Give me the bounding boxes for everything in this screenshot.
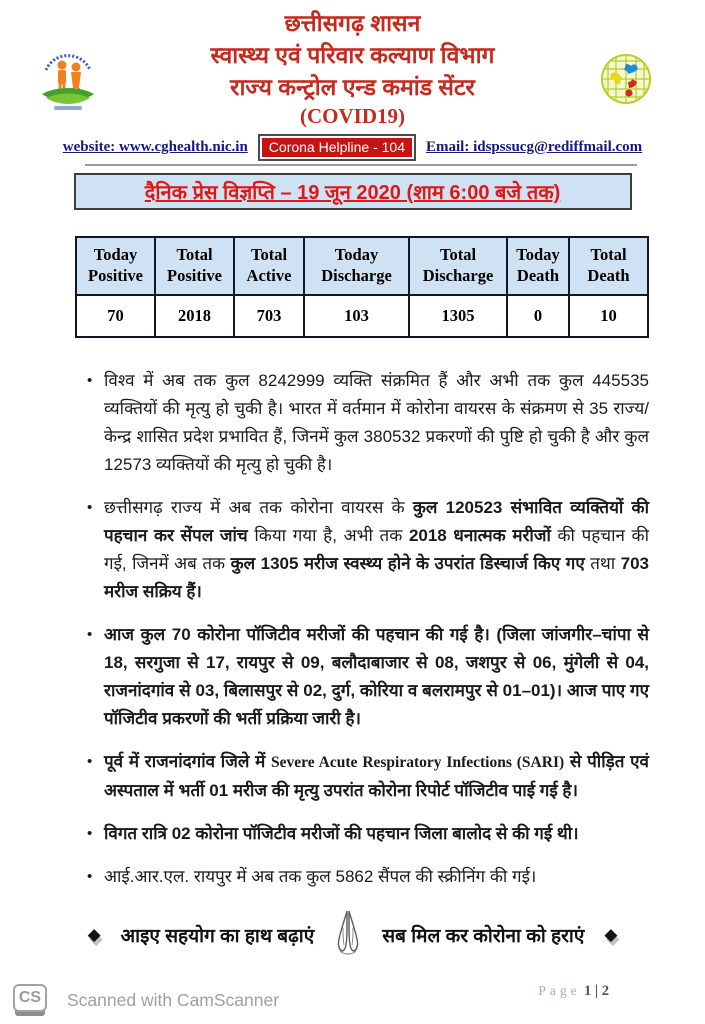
bullet-text-segment: आई.आर.एल. रायपुर में अब तक कुल 5862 सैंपल की स्क्रीनिंग की गई।	[104, 867, 537, 886]
idsp-globe-logo	[599, 52, 653, 111]
slogan-left-text: आइए सहयोग का हाथ बढ़ाएं	[120, 925, 315, 947]
summary-table-value-row	[76, 295, 648, 337]
bullet-text-segment: कुल 1305 मरीज स्वस्थ्य होने के उपरांत डिस्चार्ज किए गए	[230, 554, 591, 573]
press-release-title-bar	[74, 173, 632, 210]
diamond-icon: ◆	[87, 925, 101, 944]
summary-table-header-cell: Today Discharge	[304, 237, 409, 295]
org-name-line: छत्तीसगढ़ शासन	[284, 10, 421, 36]
bullet-list	[0, 367, 705, 891]
camscanner-footer	[13, 984, 279, 1016]
folded-hands-icon	[334, 908, 362, 961]
summary-table-header-cell: Today Positive	[76, 237, 155, 295]
bullet-icon: •	[87, 372, 93, 389]
summary-table-value-cell: 103	[304, 295, 409, 337]
bullet-icon: •	[87, 626, 93, 643]
bullet-text-segment: से पीड़ित एवं अस्पताल में भर्ती 01 मरीज की मृत्यु उपरांत कोरोना रिपोर्ट पॉजिटीव पाई गई है।	[104, 752, 649, 800]
covid-label: (COVID19)	[300, 104, 405, 128]
bullet-icon: •	[87, 499, 93, 516]
bullet-icon: •	[87, 825, 93, 842]
camscanner-icon	[13, 984, 47, 1016]
bullet-text-segment: विगत रात्रि 02 कोरोना पॉजिटीव मरीजों की पहचान जिला बालोद से की गई थी।	[104, 824, 579, 843]
slogan-right-text: सब मिल कर कोरोना को हराएं	[382, 925, 585, 947]
summary-table-value-cell: 0	[507, 295, 569, 337]
summary-table-value-cell: 70	[76, 295, 155, 337]
bullet-item	[87, 621, 649, 733]
bullet-text-segment: की पहचान की गई, जिनमें अब तक	[104, 526, 650, 573]
page-number	[538, 983, 609, 1000]
center-line: राज्य कन्ट्रोल एन्ड कमांड सेंटर	[230, 74, 475, 100]
summary-table-value-cell: 10	[569, 295, 648, 337]
bullet-item	[87, 367, 649, 479]
bullet-text-segment: छत्तीसगढ़ राज्य में अब तक कोरोना वायरस के	[104, 498, 413, 517]
diamond-icon: ◆	[604, 925, 618, 944]
website-link[interactable]: website: www.cghealth.nic.in	[62, 138, 248, 155]
bullet-text-segment: आज कुल 70 कोरोना पॉजिटीव मरीजों की पहचान की गई है। (जिला जांजगीर–चांपा से 18, सरगुजा से 17, रायपुर से 09, बलौदाबाजार से 08, जशपुर से 06, मुंगेली से 04, राजनांदगांव से 03, बिलासपुर से 02, दुर्ग, कोरिया व बलरामपुर से 01–01)। आज पाए गए पॉजिटीव प्रकरणों की भर्ती प्रक्रिया जारी है।	[104, 625, 649, 728]
contact-row	[0, 133, 705, 161]
summary-table-header-cell: Total Death	[569, 237, 648, 295]
page-word: Page	[538, 983, 581, 998]
summary-table-value-cell: 1305	[409, 295, 507, 337]
slogan-row	[0, 908, 705, 961]
bullet-text-segment: विश्व में अब तक कुल 8242999 व्यक्ति संक्रमित हैं और अभी तक कुल 445535 व्यक्तियों की मृत्यु हो चुकी है। भारत में वर्तमान में कोरोना वायरस के संक्रमण से 35 राज्य/केन्द्र शासित प्रदेश प्रभावित हैं, जिनमें कुल 380532 प्रकरणों की पुष्टि हो चुकी है और कुल 12573 व्यक्तियों की मृत्यु हो चुकी है।	[104, 371, 649, 474]
summary-table-header-row	[76, 237, 648, 295]
bullet-text-segment: किया गया है, अभी तक	[254, 526, 409, 545]
summary-table-value-cell: 2018	[155, 295, 234, 337]
bullet-icon: •	[87, 753, 93, 770]
summary-table-value-cell: 703	[234, 295, 304, 337]
summary-table-header-cell: Today Death	[507, 237, 569, 295]
summary-table-header-cell: Total Active	[234, 237, 304, 295]
camscanner-icon-label: CS	[13, 984, 47, 1012]
department-line: स्वास्थ्य एवं परिवार कल्याण विभाग	[210, 42, 495, 68]
bullet-item	[87, 748, 649, 805]
corona-helpline-label: Corona Helpline - 104	[262, 138, 412, 157]
email-link[interactable]: Email: idspssucg@rediffmail.com	[426, 138, 643, 155]
bullet-text-segment: Severe Acute Respiratory Infections (SARI)	[271, 754, 565, 771]
bullet-item	[87, 820, 649, 848]
summary-table-header-cell: Total Discharge	[409, 237, 507, 295]
covid-summary-table	[75, 236, 649, 338]
bullet-text-segment: 2018 धनात्मक मरीजों	[408, 526, 558, 545]
document-header	[0, 0, 705, 130]
bullet-item	[87, 863, 649, 891]
health-department-logo	[38, 48, 98, 119]
press-release-title: दैनिक प्रेस विज्ञप्ति – 19 जून 2020 (शाम 6:00 बजे तक)	[144, 182, 561, 204]
bullet-item	[87, 494, 650, 606]
bullet-text-segment: कुल 120523 संभावित व्यक्तियों की पहचान कर सेंपल जांच	[104, 498, 650, 545]
bullet-icon: •	[87, 868, 93, 885]
header-divider	[85, 164, 637, 166]
bullet-text-segment: 703 मरीज सक्रिय हैं।	[104, 554, 649, 601]
bullet-text-segment: तथा	[590, 554, 621, 573]
corona-helpline-badge	[258, 134, 416, 161]
page-value: 1 | 2	[584, 983, 609, 999]
scanned-with-camscanner-text: Scanned with CamScanner	[67, 989, 280, 1010]
bullet-text-segment: पूर्व में राजनांदगांव जिले में	[104, 752, 272, 771]
summary-table-header-cell: Total Positive	[155, 237, 234, 295]
